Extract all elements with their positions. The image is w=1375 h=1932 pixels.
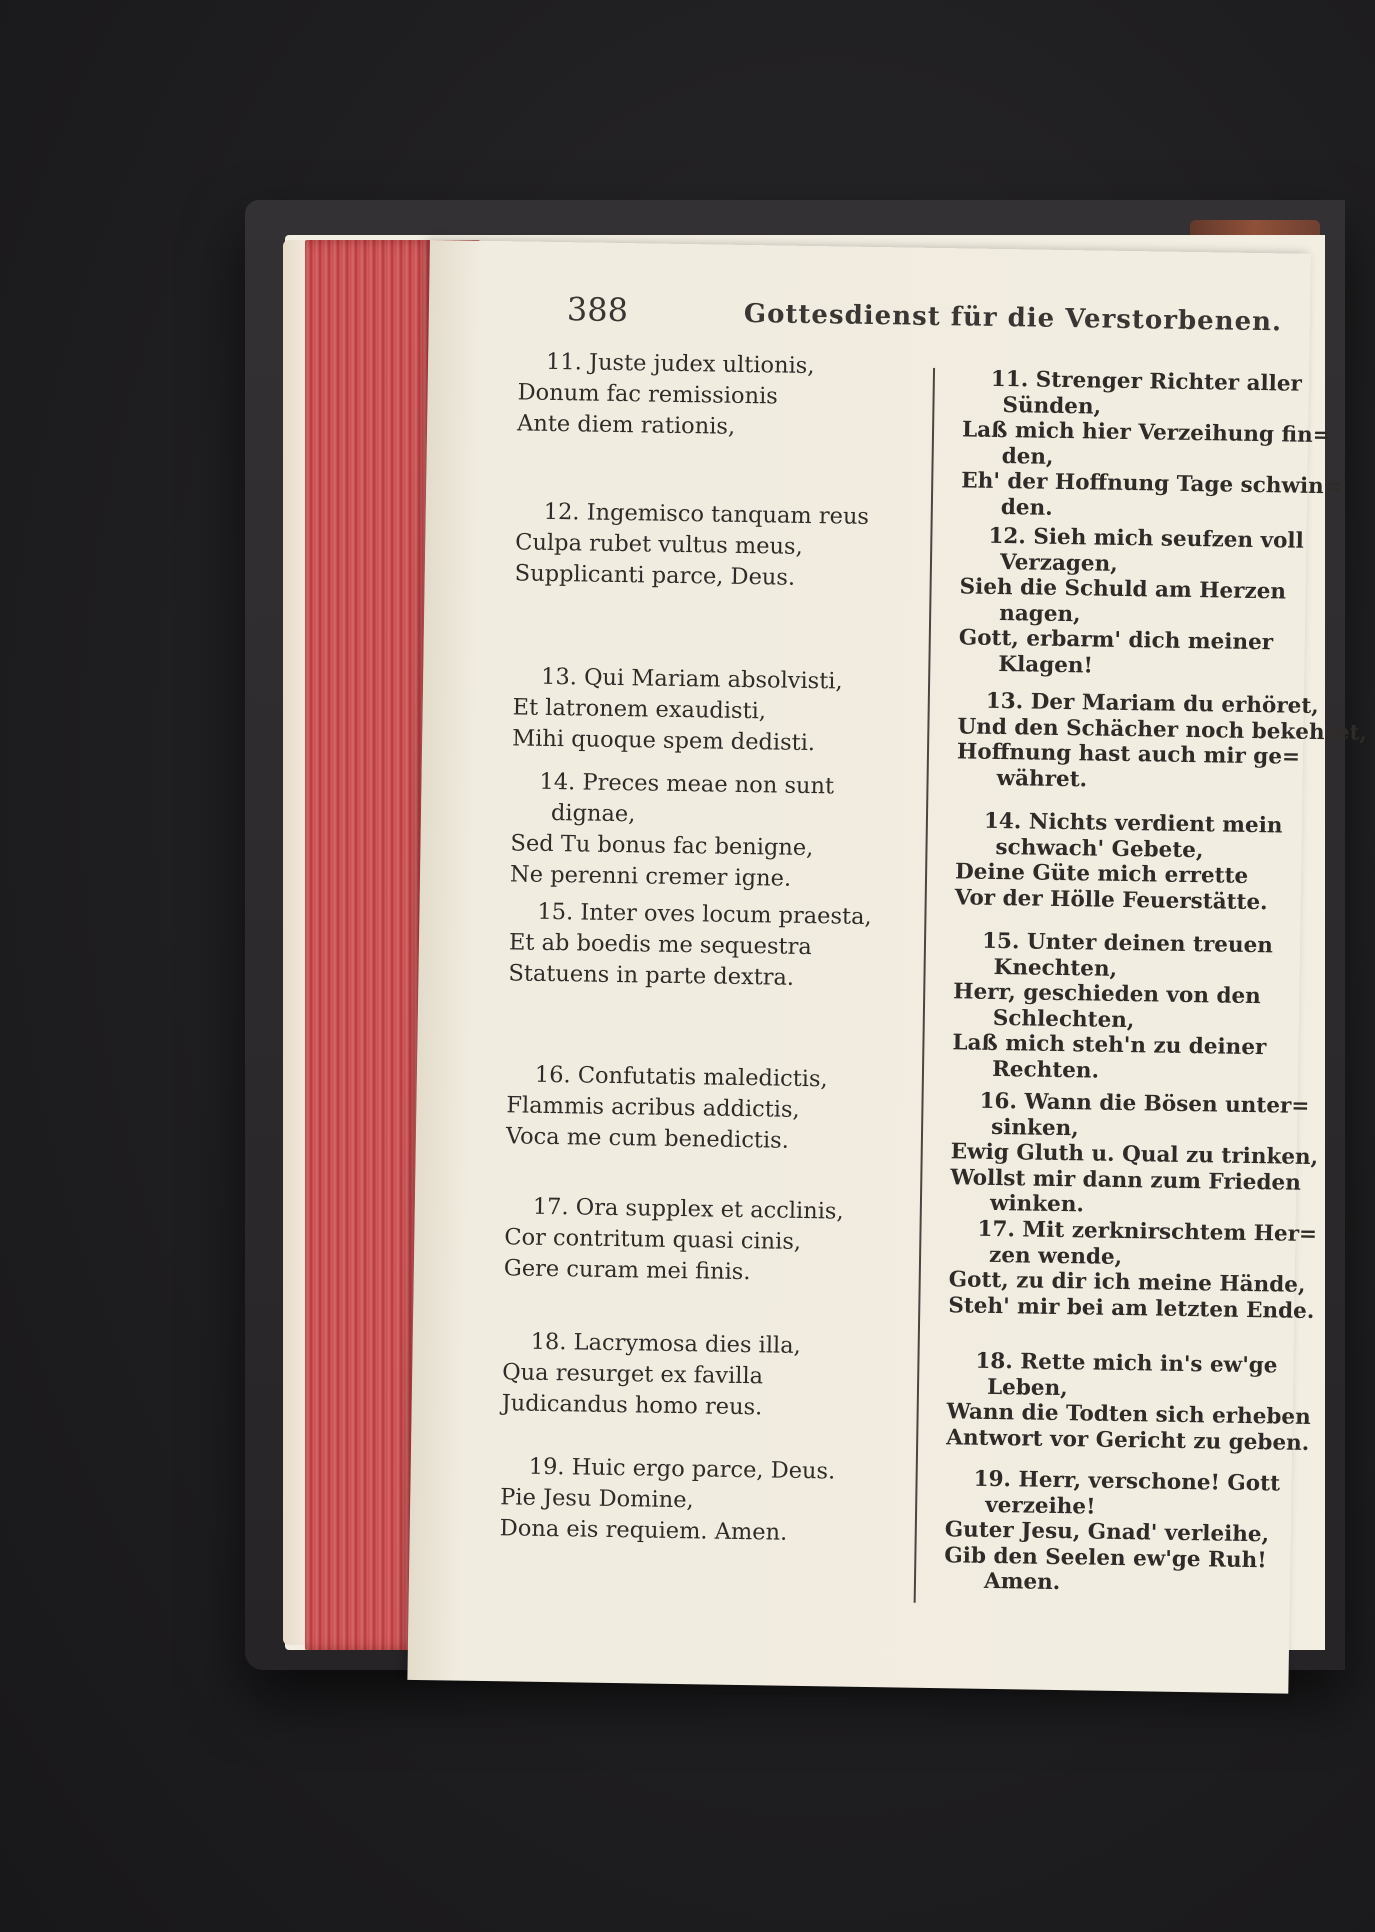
verse-line: Judicandus homo reus. (501, 1390, 763, 1421)
verse-line: den, (1001, 443, 1054, 470)
latin-verse-15 (508, 896, 919, 995)
verse-line: Schlechten, (992, 1005, 1135, 1033)
latin-verse-11 (517, 346, 928, 445)
verse-line: Voca me cum benedictis. (505, 1123, 790, 1154)
verse-line: Flammis acribus addictis, (506, 1092, 800, 1123)
verse-line: 11. Strenger Richter aller (990, 366, 1303, 397)
verse-line: 16. Wann die Bösen unter= (979, 1088, 1310, 1119)
verse-line: 14. Preces meae non sunt (539, 768, 835, 800)
verse-line: Et latronem exaudisti, (512, 694, 767, 725)
verse-line: Rechten. (991, 1056, 1100, 1084)
verse-line: 16. Confutatis maledictis, (534, 1061, 828, 1093)
verse-line: Statuens in parte dextra. (508, 960, 795, 991)
verse-line: 15. Inter oves locum praesta, (537, 898, 872, 931)
verse-line: sinken, (990, 1114, 1079, 1141)
verse-line: nagen, (999, 600, 1081, 627)
verse-line: 13. Qui Mariam absolvisti, (540, 663, 843, 695)
german-verse-15 (952, 928, 1319, 1087)
verse-line: den. (1000, 494, 1053, 521)
verse-line: Laß mich hier Verzeihung fin= (961, 417, 1331, 449)
verse-line: Et ab boedis me sequestra (508, 929, 812, 961)
verse-line: Sieh die Schuld am Herzen (959, 574, 1287, 605)
verse-line: Hoffnung hast auch mir ge= (956, 739, 1301, 770)
german-verse-11 (961, 366, 1342, 525)
verse-line: Ne perenni cremer igne. (509, 861, 792, 892)
verse-line: schwach' Gebete, (995, 834, 1204, 863)
verse-line: Gott, zu dir ich meine Hände, (948, 1267, 1306, 1298)
verse-line: Antwort vor Gericht zu geben. (946, 1424, 1310, 1456)
german-verse-12 (958, 523, 1325, 682)
verse-line: Klagen! (998, 651, 1094, 678)
verse-line: Donum fac remissionis (517, 379, 779, 410)
verse-line: 17. Mit zerknirschtem Her= (977, 1216, 1318, 1248)
verse-line: 12. Sieh mich seufzen voll (988, 523, 1304, 554)
verse-line: Supplicanti parce, Deus. (514, 560, 796, 591)
verse-line: Ante diem rationis, (516, 410, 736, 440)
verse-line: Cor contritum quasi cinis, (504, 1224, 802, 1255)
verse-line: Verzagen, (999, 549, 1118, 577)
german-verse-18 (946, 1348, 1313, 1456)
latin-verse-19 (500, 1451, 911, 1550)
verse-line: Laß mich steh'n zu deiner (952, 1030, 1267, 1061)
latin-verse-18 (501, 1326, 912, 1425)
running-head: Gottesdienst für die Verstorbenen. (743, 298, 1283, 338)
latin-verse-12 (515, 496, 926, 595)
verse-line: zen wende, (988, 1242, 1123, 1270)
verse-line: Vor der Hölle Feuerstätte. (954, 884, 1268, 915)
verse-line: verzeihe! (985, 1492, 1096, 1520)
verse-line: Leben, (986, 1374, 1068, 1401)
verse-line: Sünden, (1002, 392, 1102, 420)
verse-line: Wann die Todten sich erheben (946, 1399, 1311, 1430)
verse-line: Culpa rubet vultus meus, (515, 529, 803, 560)
verse-line: 15. Unter deinen treuen (981, 928, 1274, 959)
verse-line: währet. (996, 765, 1088, 792)
verse-line: dignae, (550, 799, 636, 828)
latin-verse-17 (504, 1191, 915, 1290)
latin-verse-14 (510, 766, 922, 896)
verse-line: Qua resurget ex favilla (502, 1359, 764, 1390)
verse-line: Und den Schächer noch bekehret, (957, 713, 1368, 746)
verse-line: Knechten, (993, 954, 1118, 982)
german-verse-17 (948, 1216, 1318, 1324)
verse-line: Gib den Seelen ew'ge Ruh! (944, 1542, 1267, 1573)
verse-line: winken. (989, 1190, 1085, 1218)
latin-verse-16 (506, 1059, 917, 1158)
verse-line: Wollst mir dann zum Frieden (950, 1164, 1302, 1196)
verse-line: Steh' mir bei am letzten Ende. (948, 1292, 1315, 1324)
verse-line: 13. Der Mariam du erhöret, (985, 688, 1319, 720)
verse-line: Pie Jesu Domine, (500, 1484, 694, 1514)
verse-line: Sed Tu bonus fac benigne, (510, 830, 814, 862)
verse-line: 18. Lacrymosa dies illa, (530, 1328, 802, 1359)
verse-line: Guter Jesu, Gnad' verleihe, (944, 1517, 1270, 1548)
verse-line: Amen. (983, 1568, 1061, 1596)
verse-line: Herr, geschieden von den (953, 979, 1261, 1010)
verse-line: Dona eis requiem. Amen. (499, 1515, 788, 1546)
verse-line: 18. Rette mich in's ew'ge (975, 1348, 1278, 1379)
latin-verse-13 (512, 661, 923, 760)
verse-line: 19. Huic ergo parce, Deus. (528, 1453, 836, 1485)
verse-line: Ewig Gluth u. Qual zu trinken, (950, 1139, 1319, 1171)
german-verse-14 (955, 808, 1322, 916)
verse-line: Gere curam mei finis. (503, 1255, 751, 1286)
verse-line: Gott, erbarm' dich meiner (958, 625, 1274, 656)
verse-line: 14. Nichts verdient mein (983, 808, 1283, 839)
verse-line: Eh' der Hoffnung Tage schwin= (961, 468, 1342, 500)
german-verse-13 (956, 688, 1368, 796)
page-number: 388 (566, 290, 629, 330)
verse-line: 12. Ingemisco tanquam reus (543, 498, 870, 530)
verse-line: 11. Juste judex ultionis, (545, 348, 815, 380)
verse-line: 19. Herr, verschone! Gott (973, 1466, 1281, 1497)
verse-line: 17. Ora supplex et acclinis, (532, 1193, 844, 1225)
book-page (407, 240, 1368, 1694)
german-verse-19 (944, 1466, 1311, 1599)
verse-line: Mihi quoque spem dedisti. (511, 725, 816, 757)
german-verse-16 (950, 1088, 1317, 1221)
verse-line: Deine Güte mich errette (954, 859, 1249, 889)
